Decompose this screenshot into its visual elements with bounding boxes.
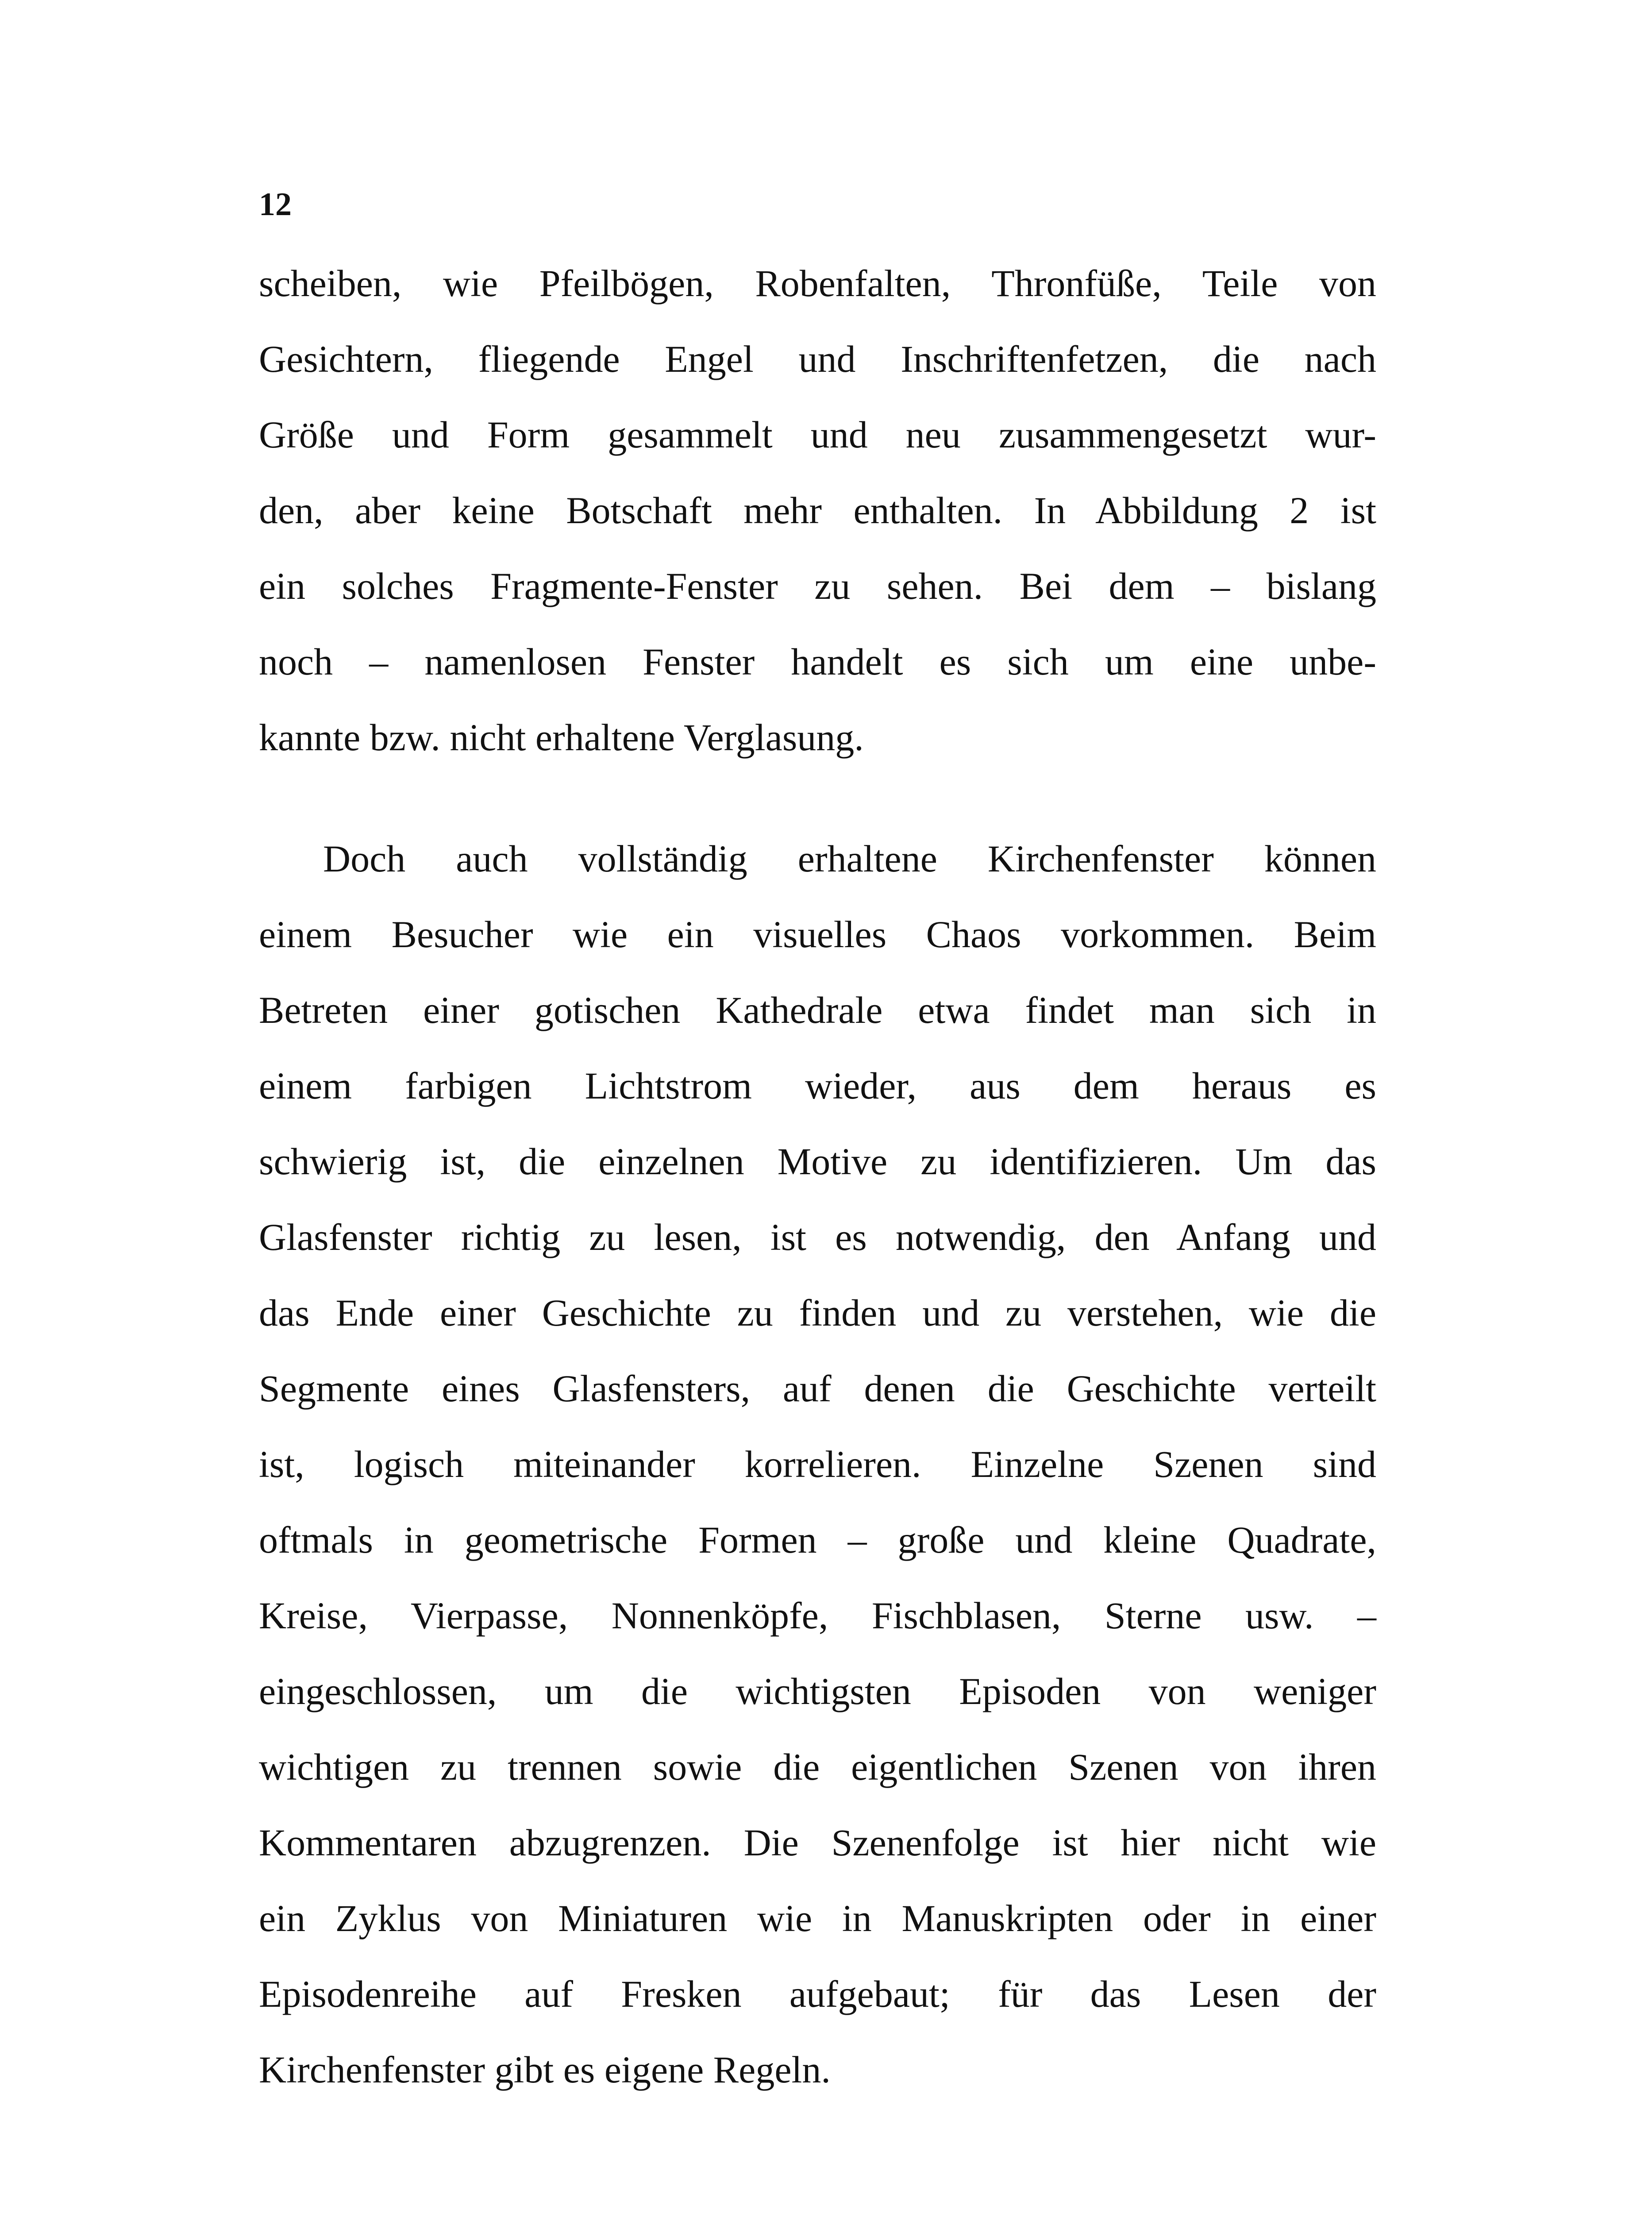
page-number: 12: [259, 186, 292, 223]
text-line: ein solches Fragmente-Fenster zu sehen. Bei dem – bislang: [259, 565, 1376, 607]
text-line: einem Besucher wie ein visuelles Chaos vorkommen. Beim: [259, 913, 1376, 956]
text-line: ist, logisch miteinander korrelieren. Einzelne Szenen sind: [259, 1443, 1376, 1485]
text-line: Segmente eines Glasfensters, auf denen die Geschichte verteilt: [259, 1367, 1376, 1410]
text-line: scheiben, wie Pfeilbögen, Robenfalten, Thronfüße, Teile von: [259, 262, 1376, 305]
text-line: Betreten einer gotischen Kathedrale etwa findet man sich in: [259, 989, 1376, 1031]
text-line: Kreise, Vierpasse, Nonnenköpfe, Fischblasen, Sterne usw. –: [259, 1594, 1376, 1637]
text-line: Kommentaren abzugrenzen. Die Szenenfolge ist hier nicht wie: [259, 1821, 1376, 1864]
text-line: ein Zyklus von Miniaturen wie in Manuskripten oder in einer: [259, 1897, 1376, 1939]
text-line: kannte bzw. nicht erhaltene Verglasung.: [259, 716, 864, 759]
text-line: das Ende einer Geschichte zu finden und zu verstehen, wie die: [259, 1292, 1376, 1334]
text-line: Kirchenfenster gibt es eigene Regeln.: [259, 2048, 831, 2091]
text-line: oftmals in geometrische Formen – große und kleine Quadrate,: [259, 1519, 1376, 1561]
paragraph-2: [259, 821, 1376, 2108]
text-line: Größe und Form gesammelt und neu zusammengesetzt wur-: [259, 413, 1376, 456]
paragraph-1: [259, 246, 1376, 775]
text-line: den, aber keine Botschaft mehr enthalten. In Abbildung 2 ist: [259, 489, 1376, 532]
text-line: Gesichtern, fliegende Engel und Inschriftenfetzen, die nach: [259, 338, 1376, 380]
text-line: Episodenreihe auf Fresken aufgebaut; für das Lesen der: [259, 1973, 1376, 2015]
text-line: schwierig ist, die einzelnen Motive zu identifizieren. Um das: [259, 1140, 1376, 1183]
text-line: eingeschlossen, um die wichtigsten Episoden von weniger: [259, 1670, 1376, 1712]
text-line: noch – namenlosen Fenster handelt es sich um eine unbe-: [259, 640, 1376, 683]
text-line: Doch auch vollständig erhaltene Kirchenfenster können: [323, 837, 1376, 880]
text-line: Glasfenster richtig zu lesen, ist es notwendig, den Anfang und: [259, 1216, 1376, 1258]
text-line: wichtigen zu trennen sowie die eigentlichen Szenen von ihren: [259, 1746, 1376, 1788]
text-line: einem farbigen Lichtstrom wieder, aus dem heraus es: [259, 1064, 1376, 1107]
